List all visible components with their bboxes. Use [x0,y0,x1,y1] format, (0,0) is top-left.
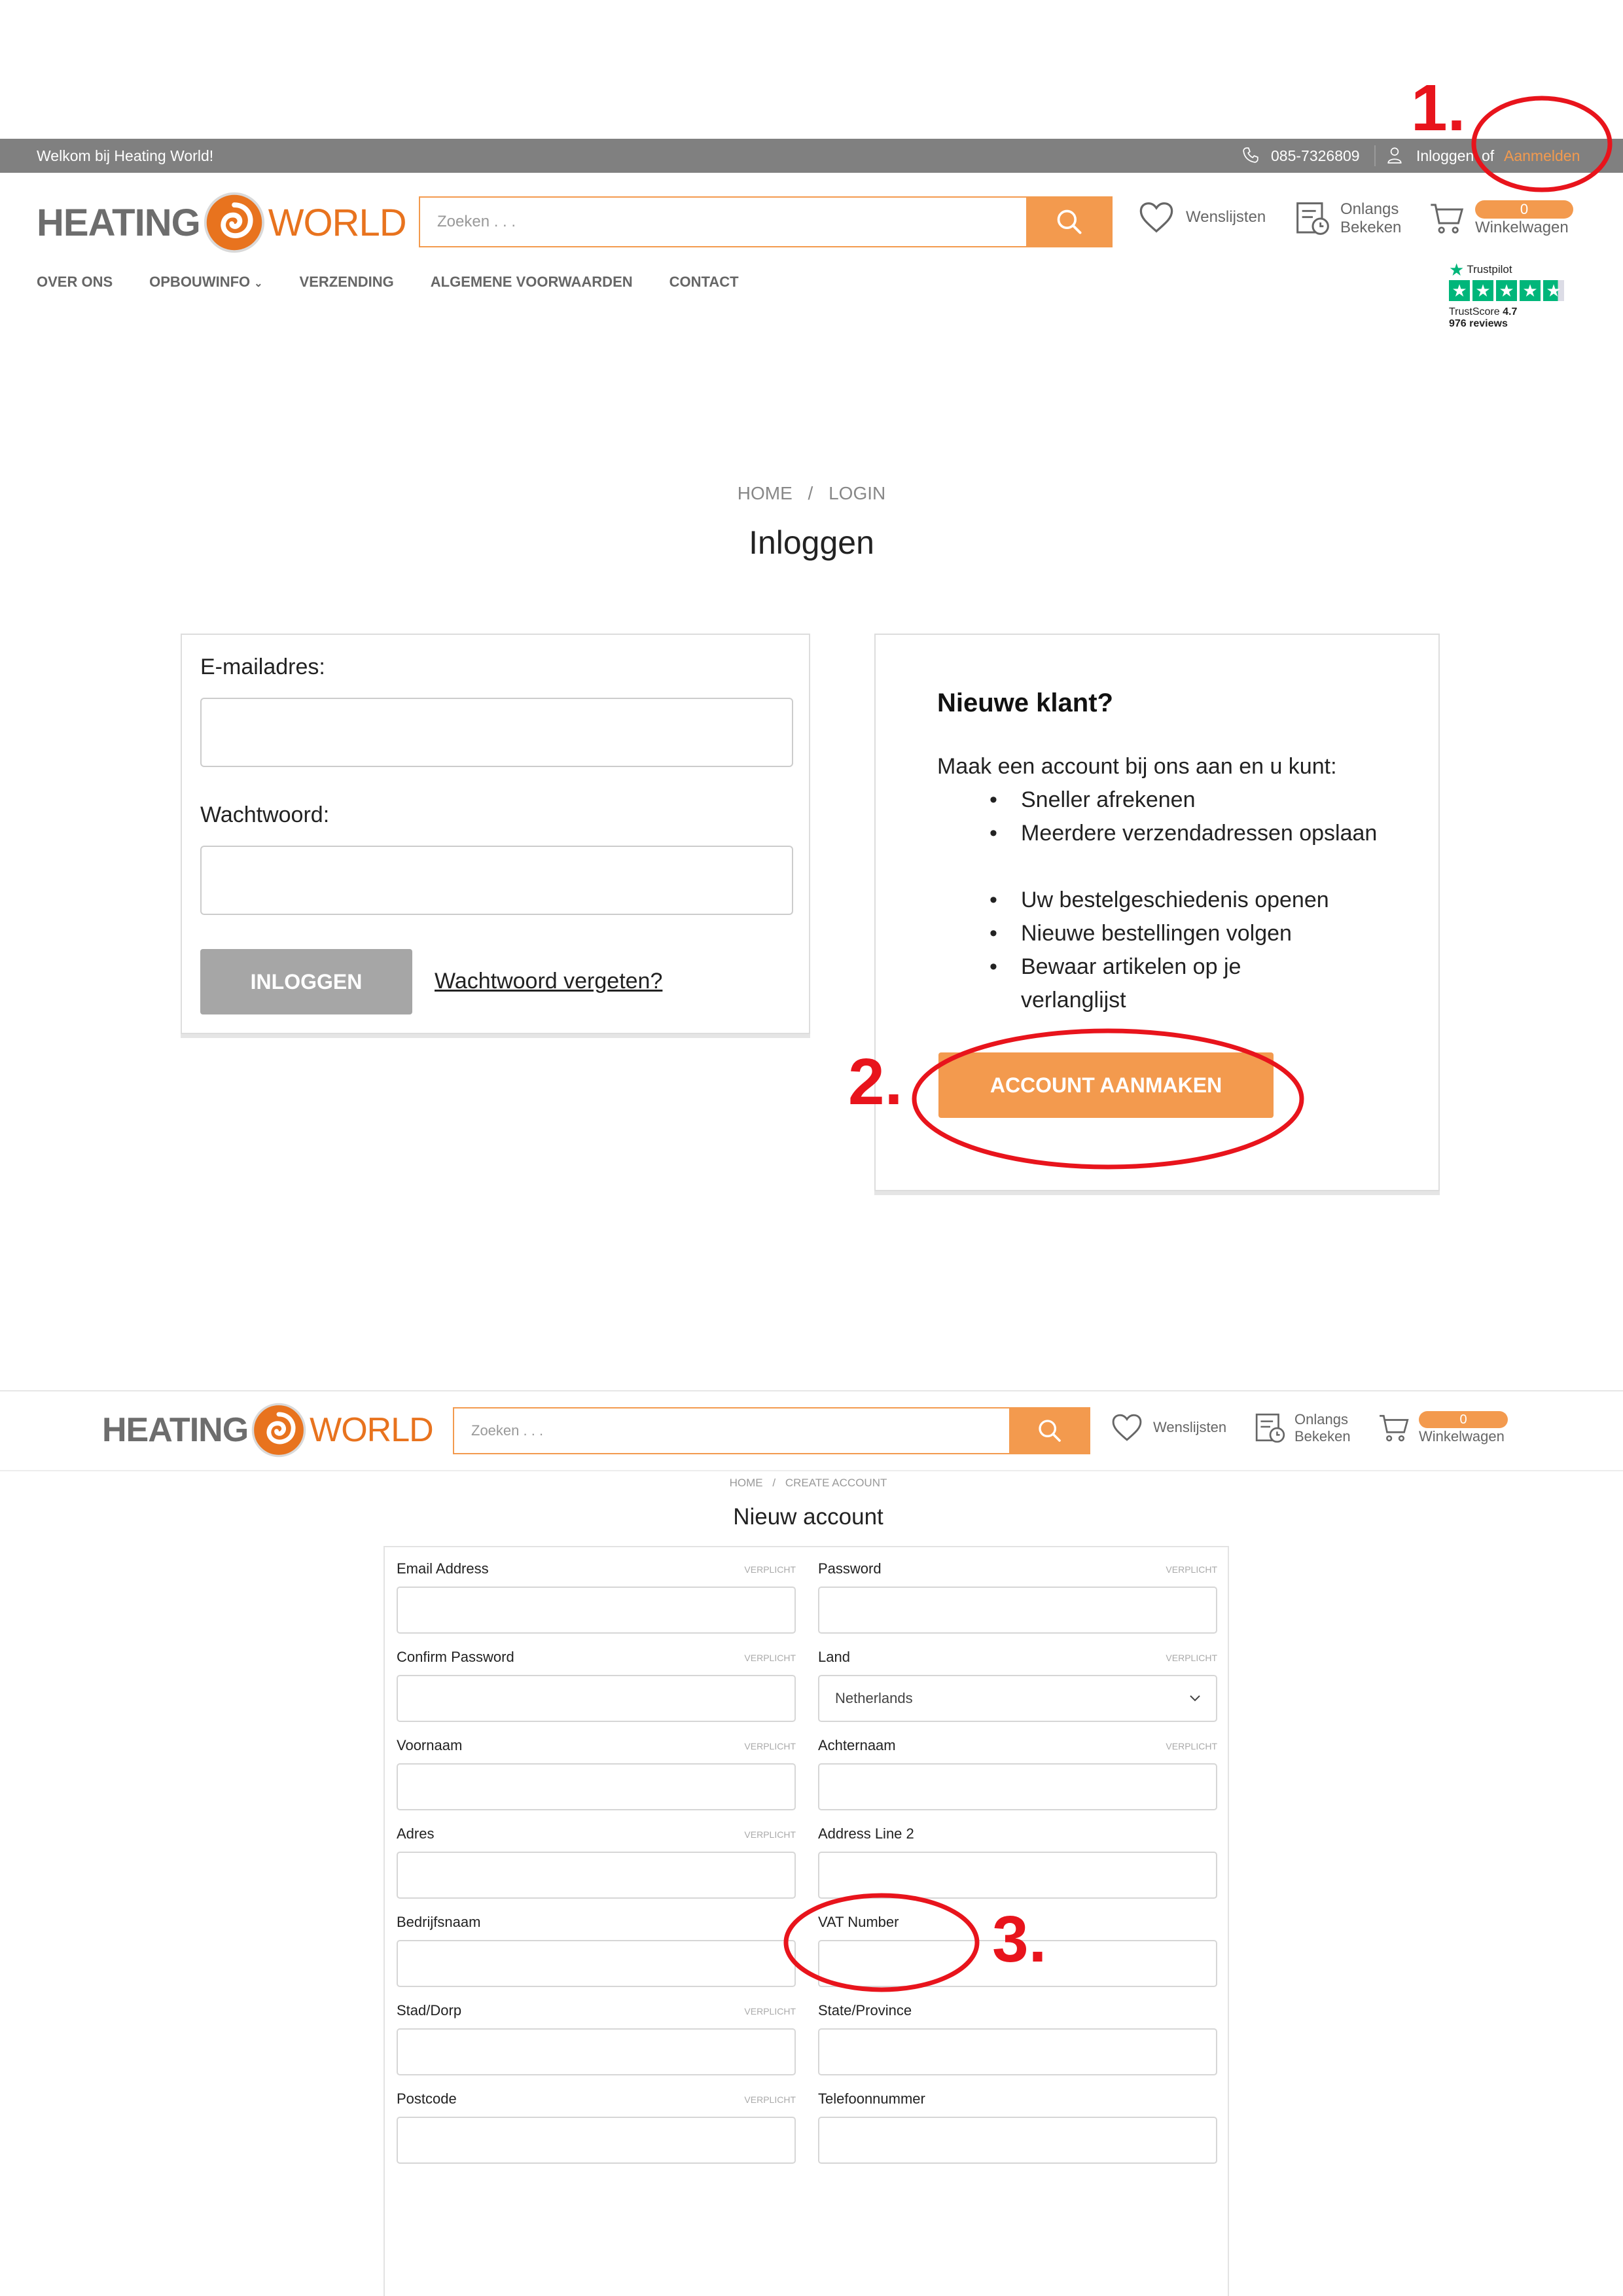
country-label: Land [818,1649,850,1665]
logo-swirl-icon [251,1402,307,1458]
login-button[interactable]: INLOGGEN [200,949,412,1014]
postcode-input[interactable] [397,2117,796,2164]
recently-viewed-icon [1294,200,1331,237]
password-input[interactable] [818,1587,1217,1634]
nav-item-contact[interactable]: CONTACT [669,274,739,290]
state-province-label: State/Province [818,2002,912,2018]
new-customer-intro: Maak een account bij ons aan en u kunt: [937,754,1337,779]
recently-viewed-line1: Onlangs [1294,1411,1348,1427]
breadcrumb-home[interactable]: HOME [737,483,793,503]
breadcrumb-separator: / [808,483,813,503]
cart-label: Winkelwagen [1475,219,1569,236]
recently-viewed-link[interactable] [1254,1411,1351,1445]
wishlist-link[interactable] [1137,200,1266,234]
cart-link[interactable] [1429,200,1573,237]
required-badge: VERPLICHT [1166,1564,1217,1575]
benefit-item [990,917,1292,950]
city-input[interactable] [397,2028,796,2075]
phone-number-input[interactable] [818,2117,1217,2164]
confirm-password-label: Confirm Password [397,1649,514,1665]
first-name-input[interactable] [397,1763,796,1810]
login-link[interactable]: Inloggen [1416,147,1474,164]
chevron-down-icon [1188,1693,1202,1704]
recently-viewed-line2: Bekeken [1340,219,1402,236]
or-text: of [1482,147,1495,164]
logo-world-text: WORLD [310,1411,433,1449]
required-badge: VERPLICHT [744,2006,796,2017]
recently-viewed-link[interactable] [1294,200,1401,237]
benefit-text: Meerdere verzendadressen opslaan [1021,821,1378,846]
benefit-text: Sneller afrekenen [1021,787,1196,812]
annotation-step-3: 3. [992,1903,1047,1976]
cart-count-badge: 0 [1475,200,1573,219]
trustscore-value: 4.7 [1503,306,1518,317]
confirm-password-input[interactable] [397,1675,796,1722]
benefit-text: Nieuwe bestellingen volgen [1021,921,1292,946]
benefit-item [990,950,1348,1017]
breadcrumb-home[interactable]: HOME [729,1477,763,1489]
new-customer-title: Nieuwe klant? [937,689,1113,717]
benefit-item [990,783,1196,817]
chevron-down-icon: ⌄ [254,278,263,289]
logo-heating-text: HEATING [37,201,200,244]
password-label: Password [818,1560,882,1577]
city-label: Stad/Dorp [397,2002,462,2018]
divider [1374,145,1376,166]
nav-item-opbouwinfo[interactable] [149,274,262,291]
email-input[interactable] [200,698,793,767]
last-name-label: Achternaam [818,1737,896,1753]
recently-viewed-line1: Onlangs [1340,200,1399,218]
required-badge: VERPLICHT [744,1741,796,1751]
breadcrumb-current: CREATE ACCOUNT [785,1477,887,1489]
welcome-text: Welkom bij Heating World! [37,147,214,164]
postcode-label: Postcode [397,2090,457,2107]
rating-star-icon: ★ [1496,280,1517,301]
login-form [181,634,810,1034]
trustpilot-reviews: 976 reviews [1449,318,1508,329]
required-badge: VERPLICHT [744,2094,796,2105]
rating-star-icon: ★ [1520,280,1541,301]
logo[interactable] [37,190,406,255]
breadcrumb [0,1477,1616,1490]
breadcrumb-separator: / [772,1477,776,1489]
bullet-icon: • [990,888,997,912]
first-name-label: Voornaam [397,1737,463,1753]
user-icon [1386,146,1403,164]
phone-icon [1242,147,1259,164]
rating-star-partial-icon: ★ [1543,280,1564,301]
search-button[interactable] [1026,196,1113,247]
bullet-icon: • [990,821,997,846]
cart-label: Winkelwagen [1419,1428,1505,1444]
benefit-text: Bewaar artikelen op je verlanglijst [1021,954,1241,1013]
cart-icon [1378,1412,1411,1444]
nav-item-opbouwinfo-label: OPBOUWINFO [149,274,251,290]
logo-world-text: WORLD [268,201,406,244]
required-badge: VERPLICHT [744,1564,796,1575]
required-badge: VERPLICHT [744,1829,796,1840]
annotation-step-1: 1. [1411,71,1466,145]
company-name-input[interactable] [397,1940,796,1987]
main-nav [37,274,776,291]
last-name-input[interactable] [818,1763,1217,1810]
breadcrumb-current: LOGIN [829,483,886,503]
country-select[interactable] [818,1675,1217,1722]
state-province-input[interactable] [818,2028,1217,2075]
recently-viewed-icon [1254,1412,1287,1444]
cart-icon [1429,200,1466,237]
trustpilot-star-icon: ★ [1449,260,1465,279]
rating-star-icon: ★ [1449,280,1470,301]
email-address-label: Email Address [397,1560,489,1577]
country-select-value: Netherlands [835,1690,913,1706]
heart-icon [1137,200,1175,234]
logo-swirl-icon [203,191,266,254]
top-bar [0,139,1623,173]
required-badge: VERPLICHT [1166,1741,1217,1751]
bullet-icon: • [990,954,997,979]
logo-heating-text: HEATING [102,1411,249,1449]
password-label: Wachtwoord: [200,802,330,827]
bullet-icon: • [990,921,997,946]
bullet-icon: • [990,787,997,812]
page-title: Inloggen [749,524,874,561]
email-label: E-mailadres: [200,655,325,679]
breadcrumb [0,483,1623,504]
search-bar [453,1407,1090,1454]
trustpilot-widget[interactable] [1449,260,1573,348]
search-input[interactable]: Zoeken . . . [453,1407,1009,1454]
logo[interactable] [102,1401,433,1460]
search-button[interactable] [1009,1407,1090,1454]
annotation-circle-2 [910,1026,1306,1172]
annotation-circle-3 [781,1890,982,1995]
create-account-button[interactable]: ACCOUNT AANMAKEN [938,1052,1274,1118]
email-address-input[interactable] [397,1587,796,1634]
search-input[interactable]: Zoeken . . . [419,196,1026,247]
nav-item-algemene-voorwaarden[interactable]: ALGEMENE VOORWAARDEN [430,274,633,290]
heart-icon [1110,1412,1144,1443]
cart-count-badge: 0 [1419,1411,1508,1428]
benefit-item [990,817,1387,850]
page-title: Nieuw account [733,1504,883,1530]
address-label: Adres [397,1825,435,1842]
benefit-text: Uw bestelgeschiedenis openen [1021,888,1329,912]
required-badge: VERPLICHT [744,1653,796,1663]
trustpilot-brand: Trustpilot [1467,263,1512,276]
register-link[interactable]: Aanmelden [1504,147,1580,164]
trustscore-label: TrustScore [1449,306,1500,317]
trustpilot-stars [1449,280,1573,301]
required-badge: VERPLICHT [1166,1653,1217,1663]
annotation-circle-1 [1470,94,1614,194]
nav-item-verzending[interactable]: VERZENDING [299,274,394,290]
nav-item-over-ons[interactable]: OVER ONS [37,274,113,290]
wishlist-link[interactable] [1110,1412,1226,1443]
annotation-step-2: 2. [848,1045,903,1119]
phone-number[interactable]: 085-7326809 [1271,147,1360,164]
search-bar [419,196,1113,247]
cart-link[interactable] [1378,1411,1508,1445]
wishlist-label: Wenslijsten [1186,208,1266,226]
password-input[interactable] [200,846,793,915]
company-name-label: Bedrijfsnaam [397,1914,481,1930]
address-input[interactable] [397,1852,796,1899]
forgot-password-link[interactable]: Wachtwoord vergeten? [435,969,663,994]
vat-number-label: VAT Number [818,1914,899,1930]
phone-number-label: Telefoonnummer [818,2090,925,2107]
address-line-2-label: Address Line 2 [818,1825,914,1842]
recently-viewed-line2: Bekeken [1294,1428,1351,1444]
wishlist-label: Wenslijsten [1153,1419,1227,1435]
rating-star-icon: ★ [1472,280,1493,301]
search-icon [1037,1418,1063,1444]
benefit-item [990,884,1329,917]
search-icon [1055,207,1084,236]
